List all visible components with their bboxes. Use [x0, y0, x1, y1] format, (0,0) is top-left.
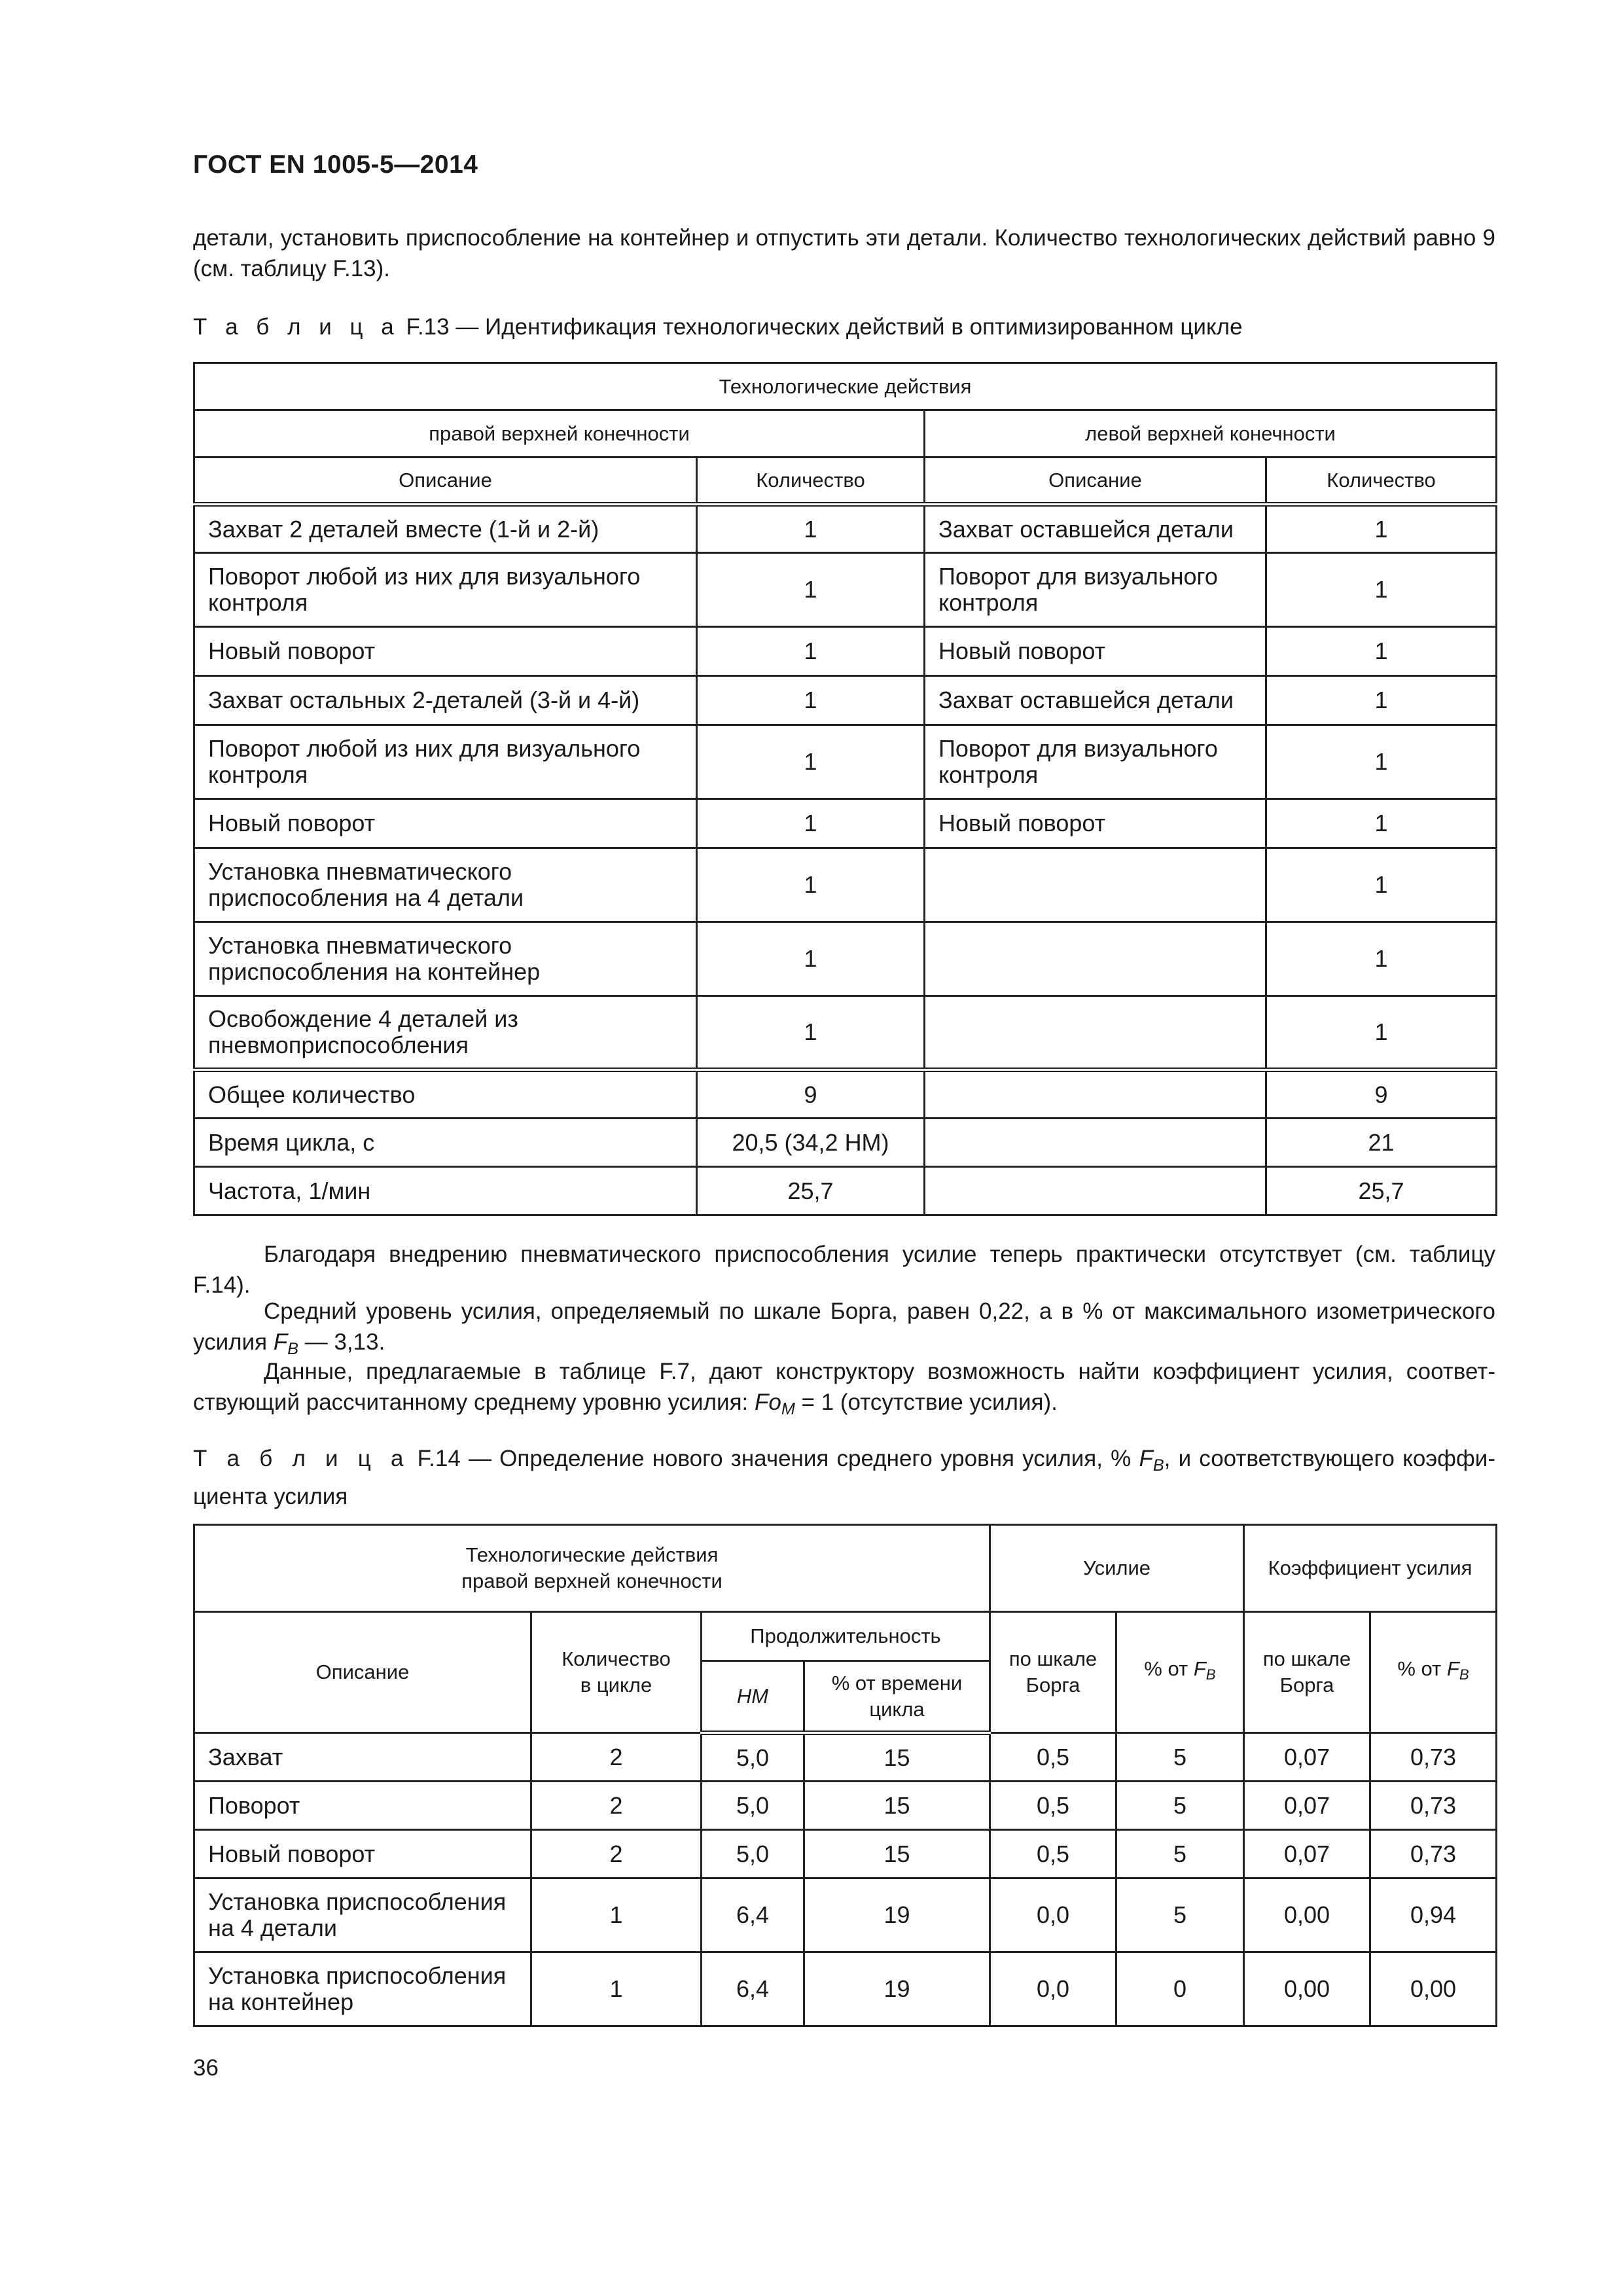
table14-header-effort-pct-fb	[1116, 1612, 1244, 1733]
table13-cell-left-qty: 1	[1266, 996, 1497, 1070]
table14-cell-desc: Установка приспособления на 4 детали	[194, 1878, 531, 1952]
table13-frequency-left: 25,7	[1266, 1167, 1497, 1215]
p2-subscript: B	[287, 1340, 299, 1359]
table14-cell-pct-cycle: 15	[804, 1830, 990, 1878]
table13-cell-right-desc: Новый поворот	[194, 627, 697, 676]
p3-text-a: Данные, предлагаемые в таблице F.7, дают конструктору возможность найти коэффициент усилия, соответствующий рассчитанному среднему уровню усилия:	[193, 1359, 1495, 1415]
table-row	[194, 922, 1497, 996]
table13-cell-left-qty: 1	[1266, 553, 1497, 627]
table13-cycle-time-label: Время цикла, с	[194, 1119, 697, 1167]
table13-cell-right-qty: 1	[697, 553, 925, 627]
table14-header-coef-subscript: B	[1459, 1666, 1469, 1683]
table14-header-count-line1: Количество	[562, 1647, 671, 1670]
table13-cell-left-qty: 1	[1266, 725, 1497, 799]
table13-cell-right-qty: 1	[697, 996, 925, 1070]
table14-cell-coef-borg: 0,07	[1244, 1782, 1370, 1830]
table13-frequency-row	[194, 1167, 1497, 1215]
table13-header-top-row	[194, 363, 1497, 410]
table14-cell-coef-borg: 0,07	[1244, 1830, 1370, 1878]
table14-cell-effort-borg: 0,0	[990, 1952, 1116, 2026]
table13-col-desc-right: Описание	[194, 457, 697, 505]
table13-cell-left-desc: Захват оставшейся детали	[925, 505, 1266, 553]
table13-cell-left-desc	[925, 848, 1266, 922]
table14-header-coefficient: Коэффициент усилия	[1244, 1525, 1497, 1612]
table14-header-desc: Описание	[194, 1612, 531, 1733]
table-row	[194, 627, 1497, 676]
table14-cell-desc: Поворот	[194, 1782, 531, 1830]
table14-cell-pct-cycle: 15	[804, 1733, 990, 1782]
table13-total-row	[194, 1070, 1497, 1119]
table14-caption-word: Т а б л и ц а	[193, 1446, 410, 1471]
table13-cell-right-desc: Поворот любой из них для визуального контроля	[194, 553, 697, 627]
table14-cell-nm: 6,4	[702, 1878, 804, 1952]
table13-cell-right-desc: Новый поворот	[194, 799, 697, 848]
table14-header-row-1	[194, 1525, 1497, 1612]
table14-cell-coef-pct-fb: 0,00	[1370, 1952, 1497, 2026]
table14-header-coef-borg-line1: по шкале	[1262, 1647, 1351, 1670]
table13-cycle-time-right: 20,5 (34,2 НМ)	[697, 1119, 925, 1167]
body-paragraph-3	[193, 1356, 1495, 1425]
table14-cell-nm: 5,0	[702, 1782, 804, 1830]
table-row	[194, 676, 1497, 725]
table14-header-duration: Продолжительность	[702, 1612, 990, 1661]
table13-cell-right-desc: Захват 2 деталей вместе (1-й и 2-й)	[194, 505, 697, 553]
table13-total-label: Общее количество	[194, 1070, 697, 1119]
table-row	[194, 1830, 1497, 1878]
table-row	[194, 1782, 1497, 1830]
table13-cell-right-desc: Освобождение 4 деталей из пневмоприспособления	[194, 996, 697, 1070]
table14-header-effort-borg	[990, 1612, 1116, 1733]
table13-cell-left-qty: 1	[1266, 799, 1497, 848]
table14-caption	[193, 1443, 1495, 1512]
table14-cell-count: 1	[531, 1952, 702, 2026]
table14-cell-pct-cycle: 19	[804, 1878, 990, 1952]
table13-total-right: 9	[697, 1070, 925, 1119]
table-f14	[193, 1524, 1497, 2027]
table13-header-columns-row	[194, 457, 1497, 505]
table14-header-coef-borg-line2: Борга	[1279, 1674, 1334, 1696]
body-paragraph-2	[193, 1296, 1495, 1365]
table14-cell-coef-pct-fb: 0,73	[1370, 1733, 1497, 1782]
table-row	[194, 996, 1497, 1070]
table14-cell-nm: 6,4	[702, 1952, 804, 2026]
table13-frequency-label: Частота, 1/мин	[194, 1167, 697, 1215]
table14-cell-coef-borg: 0,00	[1244, 1878, 1370, 1952]
table14-cell-count: 2	[531, 1782, 702, 1830]
table14-cell-coef-pct-fb: 0,94	[1370, 1878, 1497, 1952]
table14-cell-effort-borg: 0,5	[990, 1733, 1116, 1782]
table13-cell-left-desc	[925, 922, 1266, 996]
table14-header-row-2	[194, 1612, 1497, 1661]
table13-total-left: 9	[1266, 1070, 1497, 1119]
intro-paragraph: детали, установить приспособление на контейнер и отпустить эти детали. Количество технологических действий равно 9 (см. таблицу F.13).	[193, 225, 1495, 281]
table-row	[194, 505, 1497, 553]
table14-cell-count: 2	[531, 1830, 702, 1878]
table13-cell-left-desc: Поворот для визуального контроля	[925, 553, 1266, 627]
table13-caption	[193, 312, 1495, 342]
table13-header-left-limb: левой верхней конечности	[925, 410, 1497, 457]
table14-header-effort: Усилие	[990, 1525, 1244, 1612]
table14-cell-coef-borg: 0,00	[1244, 1952, 1370, 2026]
table13-cell-right-qty: 1	[697, 725, 925, 799]
table-row	[194, 553, 1497, 627]
table14-header-actions-line1: Технологические действия	[465, 1543, 719, 1566]
table14-header-nm: НМ	[702, 1661, 804, 1733]
table14-header-effort-pct: % от	[1144, 1657, 1194, 1681]
table13-cell-right-qty: 1	[697, 676, 925, 725]
table14-cell-effort-pct-fb: 0	[1116, 1952, 1244, 2026]
table14-header-actions	[194, 1525, 990, 1612]
table13-cell-left-desc	[925, 996, 1266, 1070]
body-paragraph-1: Благодаря внедрению пневматического приспособления усилие теперь практически отсутствует (см. таблицу F.14).	[193, 1242, 1495, 1298]
table14-cell-desc: Захват	[194, 1733, 531, 1782]
table14-header-pct-cycle-line1: % от времени	[831, 1671, 963, 1695]
table13-cycle-time-left: 21	[1266, 1119, 1497, 1167]
table14-cell-effort-pct-fb: 5	[1116, 1830, 1244, 1878]
table13-col-desc-left: Описание	[925, 457, 1266, 505]
table14-header-pct-cycle-line2: цикла	[869, 1697, 925, 1721]
table-row	[194, 725, 1497, 799]
table14-cell-effort-pct-fb: 5	[1116, 1878, 1244, 1952]
table14-header-coef-pct: % от	[1397, 1657, 1447, 1681]
table13-cell-left-qty: 1	[1266, 676, 1497, 725]
table13-cell-left-qty: 1	[1266, 848, 1497, 922]
table13-frequency-right: 25,7	[697, 1167, 925, 1215]
table13-cell-right-qty: 1	[697, 505, 925, 553]
table14-cell-desc: Установка приспособления на контейнер	[194, 1952, 531, 2026]
table14-cell-pct-cycle: 15	[804, 1782, 990, 1830]
p2-symbol: F	[273, 1329, 288, 1355]
table14-header-effort-symbol: F	[1193, 1657, 1206, 1681]
table14-header-effort-borg-line1: по шкале	[1008, 1647, 1097, 1670]
table-row	[194, 799, 1497, 848]
table14-caption-symbol: F	[1139, 1446, 1153, 1471]
table13-cell-left-desc: Поворот для визуального контроля	[925, 725, 1266, 799]
table14-cell-effort-pct-fb: 5	[1116, 1733, 1244, 1782]
table14-cell-coef-borg: 0,07	[1244, 1733, 1370, 1782]
table14-header-coef-symbol: F	[1446, 1657, 1459, 1681]
table13-cell-left-desc: Новый поворот	[925, 799, 1266, 848]
p2-text-b: — 3,13.	[298, 1329, 385, 1355]
table14-header-effort-borg-line2: Борга	[1026, 1674, 1080, 1696]
table13-cell-left-desc: Захват оставшейся детали	[925, 676, 1266, 725]
p2-text-a: Средний уровень усилия, определяемый по шкале Борга, равен 0,22, а в % от максимального изометрического усилия	[193, 1299, 1495, 1355]
table14-cell-effort-borg: 0,0	[990, 1878, 1116, 1952]
table14-cell-count: 2	[531, 1733, 702, 1782]
table13-caption-word: Т а б л и ц а	[193, 314, 400, 340]
document-header: ГОСТ EN 1005-5—2014	[193, 151, 478, 179]
table14-cell-nm: 5,0	[702, 1733, 804, 1782]
table14-cell-nm: 5,0	[702, 1830, 804, 1878]
p3-subscript: M	[781, 1400, 795, 1419]
table13-col-qty-right: Количество	[697, 457, 925, 505]
table13-cell-left-qty: 1	[1266, 922, 1497, 996]
table13-header-right-limb: правой верхней конечности	[194, 410, 925, 457]
table14-caption-a: F.14 — Определение нового значения среднего уровня усилия, %	[409, 1446, 1139, 1471]
table14-cell-effort-borg: 0,5	[990, 1782, 1116, 1830]
table14-header-count	[531, 1612, 702, 1733]
table13-cell-right-qty: 1	[697, 627, 925, 676]
table13-cell-right-qty: 1	[697, 848, 925, 922]
table-row	[194, 1952, 1497, 2026]
table13-frequency-empty	[925, 1167, 1266, 1215]
table14-cell-desc: Новый поворот	[194, 1830, 531, 1878]
p3-symbol: Fo	[754, 1390, 781, 1415]
table13-total-empty	[925, 1070, 1266, 1119]
table13-cell-right-qty: 1	[697, 799, 925, 848]
table-row	[194, 848, 1497, 922]
table13-cell-right-desc: Установка пневматического приспособления на контейнер	[194, 922, 697, 996]
table13-cycle-time-row	[194, 1119, 1497, 1167]
table-row	[194, 1733, 1497, 1782]
table13-cell-left-qty: 1	[1266, 627, 1497, 676]
table14-header-coef-borg	[1244, 1612, 1370, 1733]
table13-cell-right-desc: Установка пневматического приспособления на 4 детали	[194, 848, 697, 922]
table13-cell-right-qty: 1	[697, 922, 925, 996]
table14-caption-subscript: B	[1152, 1456, 1164, 1475]
table-row	[194, 1878, 1497, 1952]
table-f13	[193, 362, 1497, 1216]
table13-col-qty-left: Количество	[1266, 457, 1497, 505]
table14-cell-count: 1	[531, 1878, 702, 1952]
table14-cell-effort-borg: 0,5	[990, 1830, 1116, 1878]
table14-cell-coef-pct-fb: 0,73	[1370, 1830, 1497, 1878]
table13-caption-text: F.13 — Идентификация технологических действий в оптимизированном цикле	[399, 314, 1243, 340]
table14-header-coef-pct-fb	[1370, 1612, 1497, 1733]
table13-cell-right-desc: Захват остальных 2-деталей (3-й и 4-й)	[194, 676, 697, 725]
table13-cell-right-desc: Поворот любой из них для визуального контроля	[194, 725, 697, 799]
table14-header-pct-cycle	[804, 1661, 990, 1733]
table14-caption-b: , и соответствующего коэффициента усилия	[193, 1446, 1495, 1510]
table14-header-count-line2: в цикле	[580, 1674, 652, 1696]
table13-header-top: Технологические действия	[194, 363, 1497, 410]
table13-header-limbs-row	[194, 410, 1497, 457]
table14-cell-coef-pct-fb: 0,73	[1370, 1782, 1497, 1830]
table13-cell-left-qty: 1	[1266, 505, 1497, 553]
table13-cell-left-desc: Новый поворот	[925, 627, 1266, 676]
table14-header-effort-subscript: B	[1205, 1666, 1216, 1683]
table14-header-actions-line2: правой верхней конечности	[461, 1570, 722, 1592]
table14-cell-pct-cycle: 19	[804, 1952, 990, 2026]
table14-cell-effort-pct-fb: 5	[1116, 1782, 1244, 1830]
table13-cycle-time-empty	[925, 1119, 1266, 1167]
p3-text-b: = 1 (отсутствие усилия).	[794, 1390, 1058, 1415]
page-number: 36	[193, 2055, 219, 2081]
